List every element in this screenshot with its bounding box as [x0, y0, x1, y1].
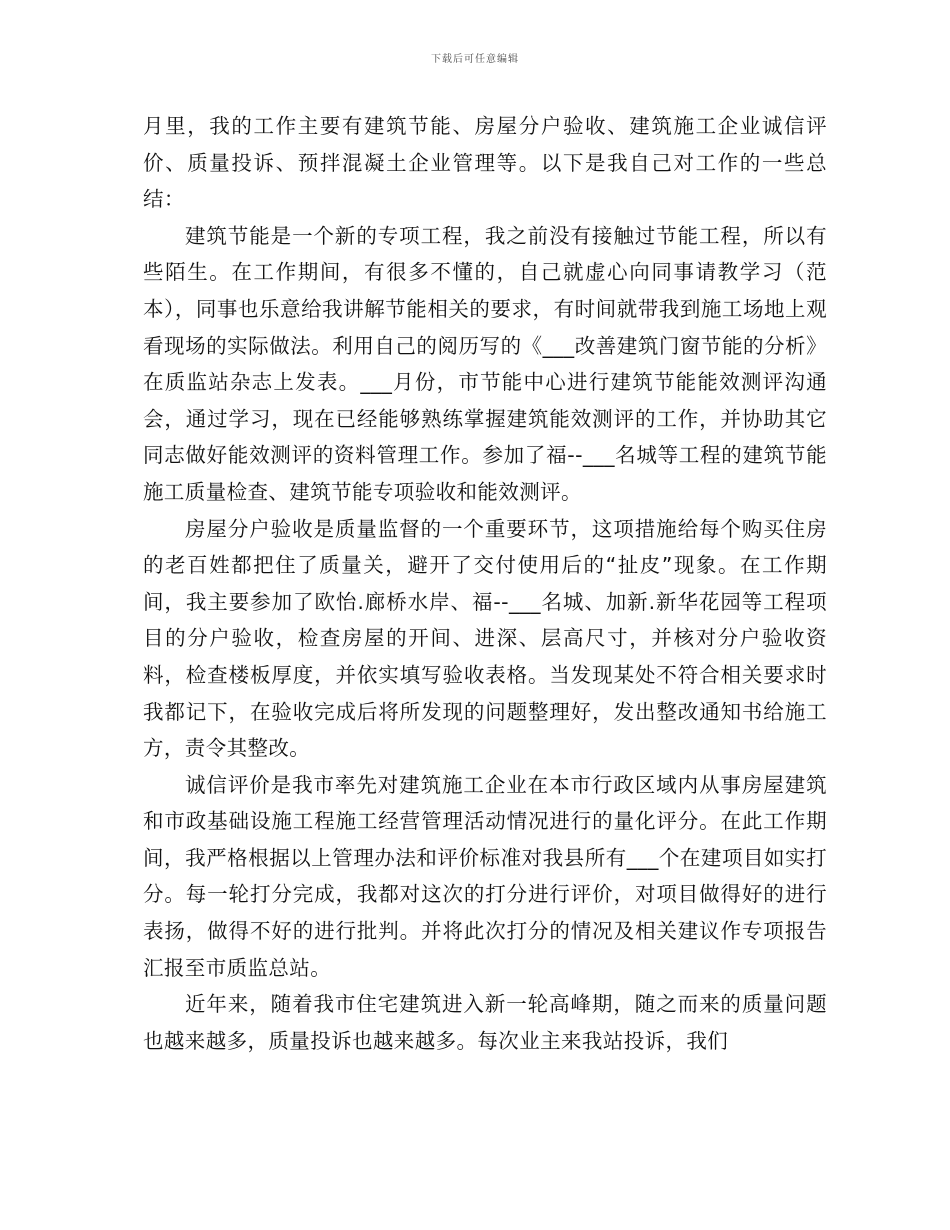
paragraph-building-energy-saving: 建筑节能是一个新的专项工程，我之前没有接触过节能工程，所以有些陌生。在工作期间，有很多不懂的，自己就虚心向同事请教学习（范本），同事也乐意给我讲解节能相关的要求，有时间就带我到施工场地上观看现场的实际做法。利用自己的阅历写的《___改善建筑门窗节能的分析》在质监站杂志上发表。___月份，市节能中心进行建筑节能能效测评沟通会，通过学习，现在已经能够熟练掌握建筑能效测评的工作，并协助其它同志做好能效测评的资料管理工作。参加了福--___名城等工程的建筑节能施工质量检查、建筑节能专项验收和能效测评。 — [143, 223, 827, 504]
document-body — [143, 108, 827, 1059]
paragraph-integrity-evaluation: 诚信评价是我市率先对建筑施工企业在本市行政区域内从事房屋建筑和市政基础设施工程施工经营管理活动情况进行的量化评分。在此工作期间，我严格根据以上管理办法和评价标准对我县所有___个在建项目如实打分。每一轮打分完成，我都对这次的打分进行评价，对项目做得好的进行表扬，做得不好的进行批判。并将此次打分的情况及相关建议作专项报告汇报至市质监总站。 — [143, 772, 827, 980]
paragraph-household-acceptance: 房屋分户验收是质量监督的一个重要环节，这项措施给每个购买住房的老百姓都把住了质量关，避开了交付使用后的“扯皮”现象。在工作期间，我主要参加了欧怡.廊桥水岸、福--___名城、加新.新华花园等工程项目的分户验收，检查房屋的开间、进深、层高尺寸，并核对分户验收资料，检查楼板厚度，并依实填写验收表格。当发现某处不符合相关要求时我都记下，在验收完成后将所发现的问题整理好，发出整改通知书给施工方，责令其整改。 — [143, 516, 827, 761]
paragraph-quality-complaints: 近年来，随着我市住宅建筑进入新一轮高峰期，随之而来的质量问题也越来越多，质量投诉也越来越多。每次业主来我站投诉，我们 — [143, 992, 827, 1053]
paragraph-work-overview: 月里，我的工作主要有建筑节能、房屋分户验收、建筑施工企业诚信评价、质量投诉、预拌混凝土企业管理等。以下是我自己对工作的一些总结： — [143, 114, 827, 212]
header-note: 下载后可任意编辑 — [431, 54, 519, 65]
